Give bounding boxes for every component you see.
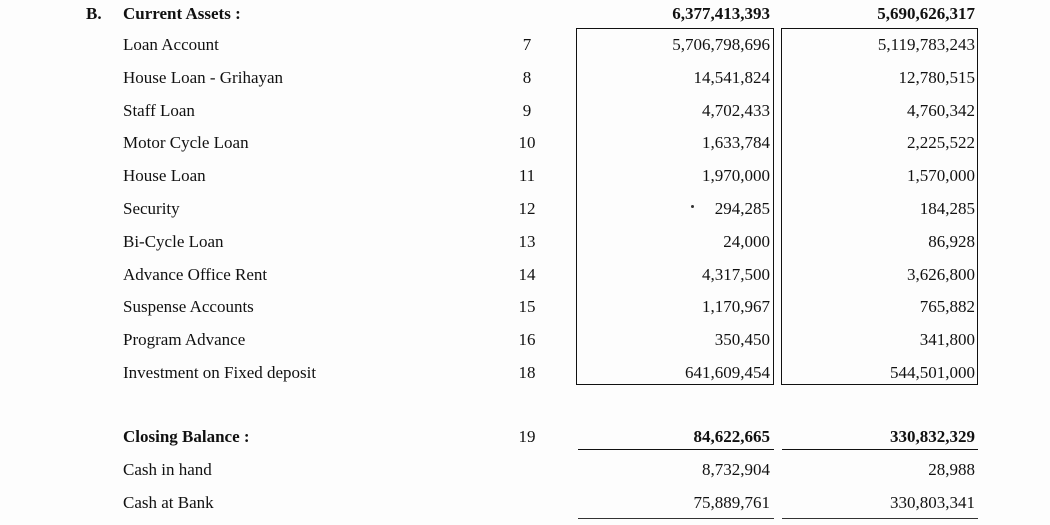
asset-label: Loan Account (123, 35, 219, 54)
asset-value-col1: 641,609,454 (685, 363, 770, 382)
bottom-underline-col1 (578, 518, 774, 519)
bottom-underline-col2 (782, 518, 978, 519)
closing-balance-note: 19 (518, 427, 536, 446)
closing-row-label: Cash in hand (123, 460, 212, 479)
asset-value-col2: 4,760,342 (907, 100, 975, 120)
asset-note: 15 (518, 297, 536, 317)
asset-row (0, 62, 1050, 94)
asset-value-col2: 2,225,522 (907, 133, 975, 153)
asset-note: 8 (522, 67, 532, 87)
asset-note: 18 (518, 363, 536, 382)
closing-row (0, 454, 1050, 486)
asset-value-col1: 1,633,784 (702, 133, 770, 153)
asset-row (0, 127, 1050, 159)
closing-row-col1: 8,732,904 (702, 460, 770, 479)
asset-note: 12 (518, 199, 536, 218)
closing-row-col1: 75,889,761 (693, 493, 770, 512)
asset-note: 13 (518, 231, 536, 251)
section-total-col2: 5,690,626,317 (877, 4, 975, 23)
asset-note: 9 (522, 100, 532, 120)
asset-value-col1: 1,970,000 (702, 166, 770, 186)
asset-note: 16 (518, 330, 536, 350)
asset-row (0, 259, 1050, 291)
section-total-col1: 6,377,413,393 (672, 4, 770, 23)
closing-balance-col2: 330,832,329 (890, 427, 975, 446)
asset-label: Staff Loan (123, 100, 195, 120)
asset-value-col2: 3,626,800 (907, 264, 975, 284)
asset-label: Motor Cycle Loan (123, 133, 249, 153)
asset-label: Advance Office Rent (123, 264, 268, 284)
asset-value-col1: 1,170,967 (702, 297, 770, 317)
asset-label: Bi-Cycle Loan (123, 231, 224, 251)
closing-row-label: Cash at Bank (123, 493, 214, 512)
asset-label: Program Advance (123, 330, 246, 350)
closing-row-col2: 28,988 (928, 460, 975, 479)
asset-row (0, 193, 1050, 225)
asset-row (0, 95, 1050, 127)
section-title: Current Assets : (123, 4, 241, 23)
closing-balance-col1: 84,622,665 (693, 427, 770, 446)
asset-label: House Loan - Grihayan (123, 67, 284, 87)
asset-label: House Loan (123, 166, 206, 186)
closing-balance-label: Closing Balance : (123, 427, 250, 446)
asset-label: Investment on Fixed deposit (123, 363, 317, 382)
closing-row (0, 487, 1050, 519)
asset-note: 7 (522, 35, 532, 54)
asset-value-col2: 544,501,000 (890, 363, 975, 382)
asset-row (0, 226, 1050, 258)
asset-value-col2: 765,882 (919, 297, 975, 317)
asset-value-col2: 12,780,515 (898, 67, 975, 87)
closing-underline-col1 (578, 449, 774, 450)
asset-value-col1: 5,706,798,696 (672, 35, 770, 54)
asset-value-col2: 5,119,783,243 (877, 35, 975, 54)
asset-value-col2: 86,928 (928, 231, 975, 251)
closing-underline-col2 (782, 449, 978, 450)
asset-value-col1: 350,450 (714, 330, 770, 350)
asset-note: 10 (518, 133, 536, 153)
asset-row (0, 291, 1050, 323)
asset-value-col1: 14,541,824 (693, 67, 770, 87)
asset-row (0, 357, 1050, 389)
asset-row (0, 324, 1050, 356)
asset-label: Suspense Accounts (123, 297, 254, 317)
asset-label: Security (123, 199, 180, 218)
asset-row (0, 29, 1050, 61)
asset-value-col2: 184,285 (919, 199, 975, 218)
asset-value-col1: 294,285 (714, 199, 770, 218)
section-letter: B. (86, 4, 102, 23)
asset-row (0, 160, 1050, 192)
asset-note: 11 (518, 166, 536, 186)
closing-row-col2: 330,803,341 (890, 493, 975, 512)
current-assets-header-row (0, 0, 1050, 30)
asset-value-col1: 4,317,500 (702, 264, 770, 284)
asset-note: 14 (518, 264, 536, 284)
asset-value-col1: 24,000 (723, 231, 770, 251)
asset-value-col2: 1,570,000 (907, 166, 975, 186)
asset-value-col2: 341,800 (919, 330, 975, 350)
asset-value-col1: 4,702,433 (702, 100, 770, 120)
